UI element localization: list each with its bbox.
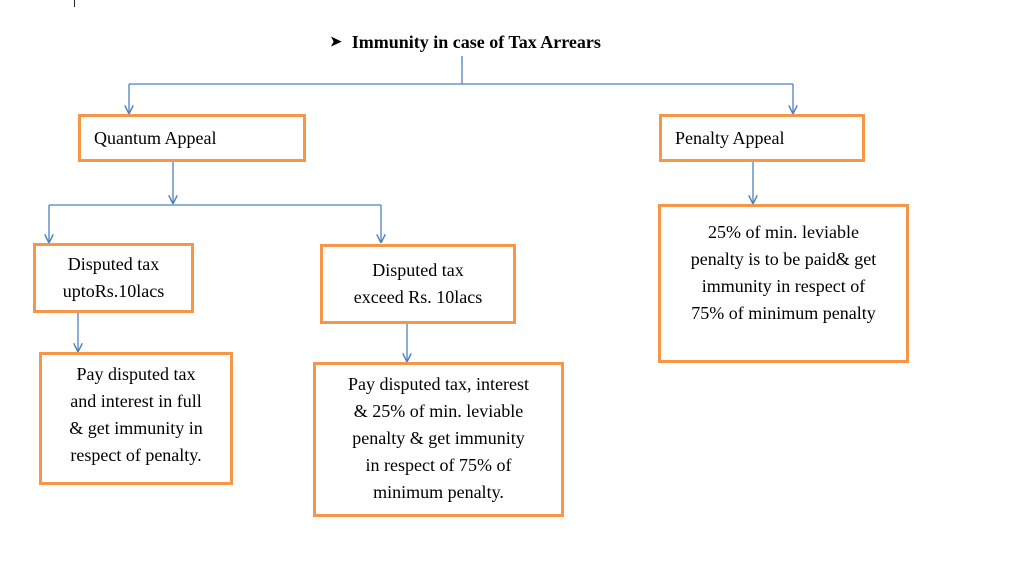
penalty-appeal-box — [659, 114, 865, 162]
disputed-upto-line-1: Disputed tax — [67, 254, 160, 274]
penalty-appeal-label: Penalty Appeal — [675, 127, 785, 148]
pay-interest-line-1: Pay disputed tax, interest — [348, 374, 529, 394]
penalty-25-line-2: penalty is to be paid& get — [690, 249, 877, 269]
pay-interest-line-3: penalty & get immunity — [352, 428, 525, 448]
pay-full-box — [39, 352, 233, 485]
pay-interest-line-4: in respect of 75% of — [365, 455, 512, 475]
disputed-exceed-line-1: Disputed tax — [372, 260, 464, 280]
pay-full-line-3: & get immunity in — [69, 418, 203, 438]
penalty-25-line-3: immunity in respect of — [701, 276, 866, 296]
pay-full-line-1: Pay disputed tax — [76, 364, 196, 384]
quantum-appeal-label: Quantum Appeal — [94, 127, 217, 148]
title-text: Immunity in case of Tax Arrears — [351, 31, 601, 52]
pay-interest-line-5: minimum penalty. — [373, 482, 504, 502]
penalty-25-line-1: 25% of min. leviable — [708, 222, 859, 242]
quantum-appeal-box — [78, 114, 306, 162]
disputed-upto-line-2: uptoRs.10lacs — [62, 281, 165, 301]
penalty-25-box — [658, 204, 909, 363]
pay-interest-box — [313, 362, 564, 517]
pay-full-line-4: respect of penalty. — [70, 445, 202, 465]
arrow-bullet-icon: ➤ — [330, 34, 342, 50]
disputed-exceed-box — [320, 244, 516, 324]
disputed-upto-box — [33, 243, 194, 313]
pay-interest-line-2: & 25% of min. leviable — [353, 401, 524, 421]
pay-full-line-2: and interest in full — [70, 391, 202, 411]
penalty-25-line-4: 75% of minimum penalty — [691, 303, 876, 323]
disputed-exceed-line-2: exceed Rs. 10lacs — [353, 287, 483, 307]
